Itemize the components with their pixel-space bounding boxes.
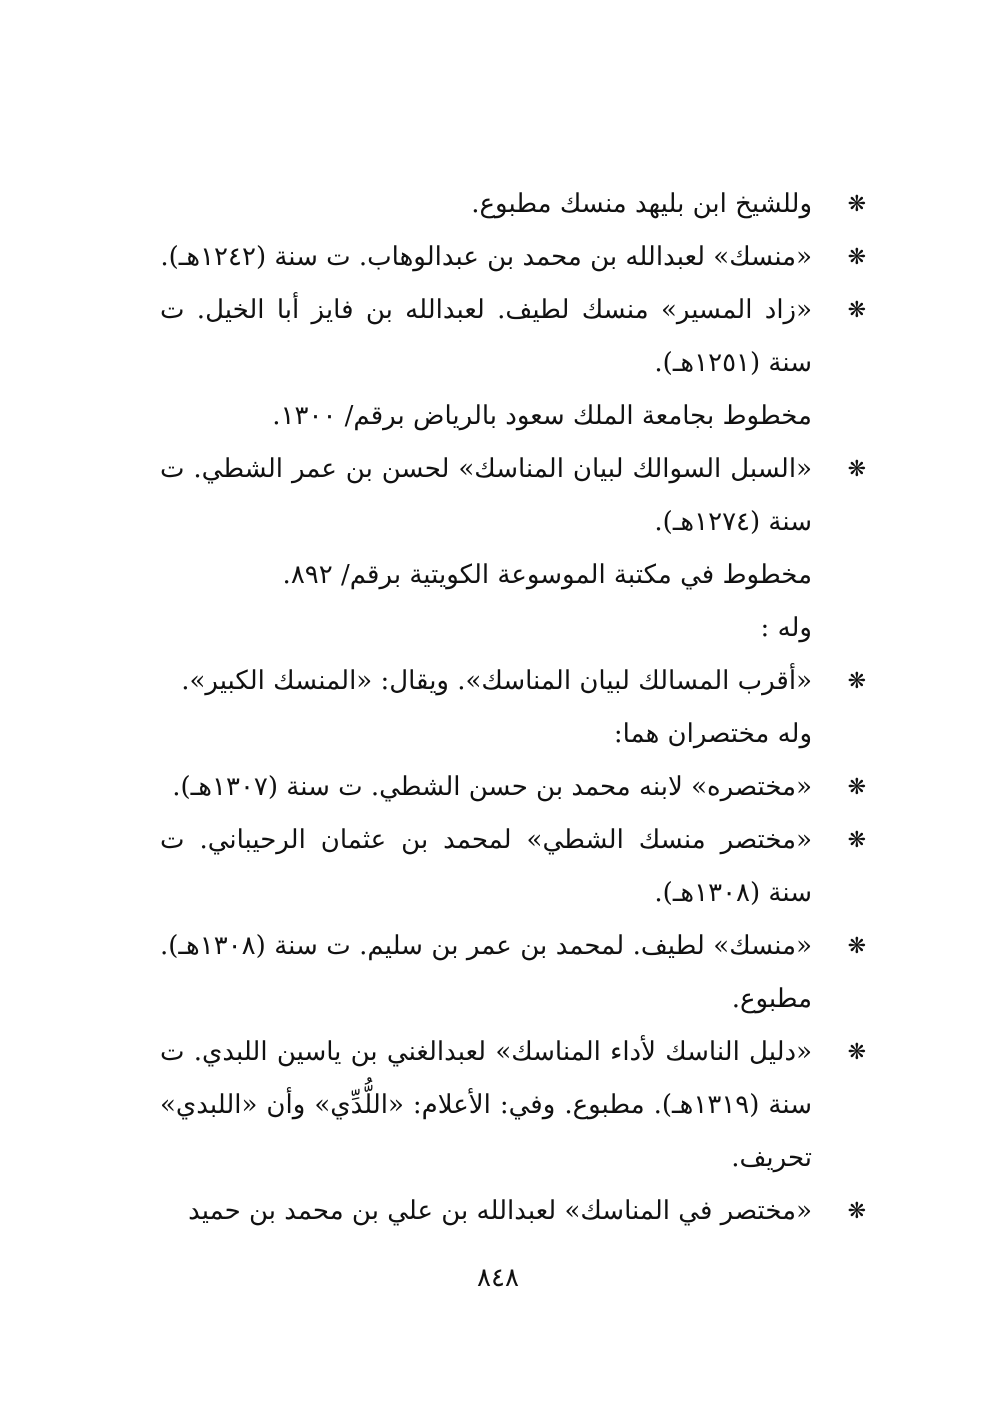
list-item-text: «أقرب المسالك لبيان المناسك». ويقال: «المنسك الكبير». [181, 666, 812, 696]
bullet-star-icon: ❋ [847, 298, 866, 323]
list-item [160, 655, 866, 708]
list-item [160, 284, 866, 390]
bullet-star-icon: ❋ [847, 828, 866, 853]
page-content [160, 178, 866, 1238]
bullet-star-icon: ❋ [847, 1040, 866, 1065]
list-item-text: «مختصر منسك الشطي» لمحمد بن عثمان الرحيباني. ت سنة (١٣٠٨هـ). [160, 825, 812, 908]
bullet-star-icon: ❋ [847, 245, 866, 270]
list-item [160, 761, 866, 814]
list-item-text: «السبل السوالك لبيان المناسك» لحسن بن عمر الشطي. ت سنة (١٢٧٤هـ). [160, 454, 812, 537]
bullet-star-icon: ❋ [847, 192, 866, 217]
list-item [160, 920, 866, 1026]
bullet-star-icon: ❋ [847, 457, 866, 482]
bullet-star-icon: ❋ [847, 1199, 866, 1224]
list-item [160, 178, 866, 231]
sub-heading: وله مختصران هما: [613, 719, 812, 749]
list-item-text: وللشيخ ابن بليهد منسك مطبوع. [471, 189, 812, 219]
bullet-star-icon: ❋ [847, 934, 866, 959]
bullet-star-icon: ❋ [847, 775, 866, 800]
list-item [160, 443, 866, 549]
page-number: ٨٤٨ [477, 1263, 519, 1293]
list-item [160, 1185, 866, 1238]
list-item-text: «مختصره» لابنه محمد بن حسن الشطي. ت سنة (١٣٠٧هـ). [172, 772, 812, 802]
manuscript-note: مخطوط بجامعة الملك سعود بالرياض برقم/ ١٣٠٠. [272, 401, 812, 431]
list-item [160, 814, 866, 920]
list-item-text: «مختصر في المناسك» لعبدالله بن علي بن محمد بن حميد [188, 1196, 812, 1226]
sub-heading: وله : [760, 613, 812, 643]
list-item-text: «منسك» لعبدالله بن محمد بن عبدالوهاب. ت سنة (١٢٤٢هـ). [160, 242, 812, 272]
list-item [160, 231, 866, 284]
list-item [160, 1026, 866, 1185]
list-item-text: «زاد المسير» منسك لطيف. لعبدالله بن فايز أبا الخيل. ت سنة (١٢٥١هـ). [160, 295, 812, 378]
manuscript-note: مخطوط في مكتبة الموسوعة الكويتية برقم/ ٨٩٢. [282, 560, 812, 590]
bullet-star-icon: ❋ [847, 669, 866, 694]
list-item-text: «دليل الناسك لأداء المناسك» لعبدالغني بن ياسين اللبدي. ت سنة (١٣١٩هـ). مطبوع. وفي: الأعلام: «اللُّدِّي» وأن «اللبدي» تحريف. [160, 1037, 812, 1173]
list-item-text: «منسك» لطيف. لمحمد بن عمر بن سليم. ت سنة (١٣٠٨هـ). مطبوع. [160, 931, 812, 1014]
